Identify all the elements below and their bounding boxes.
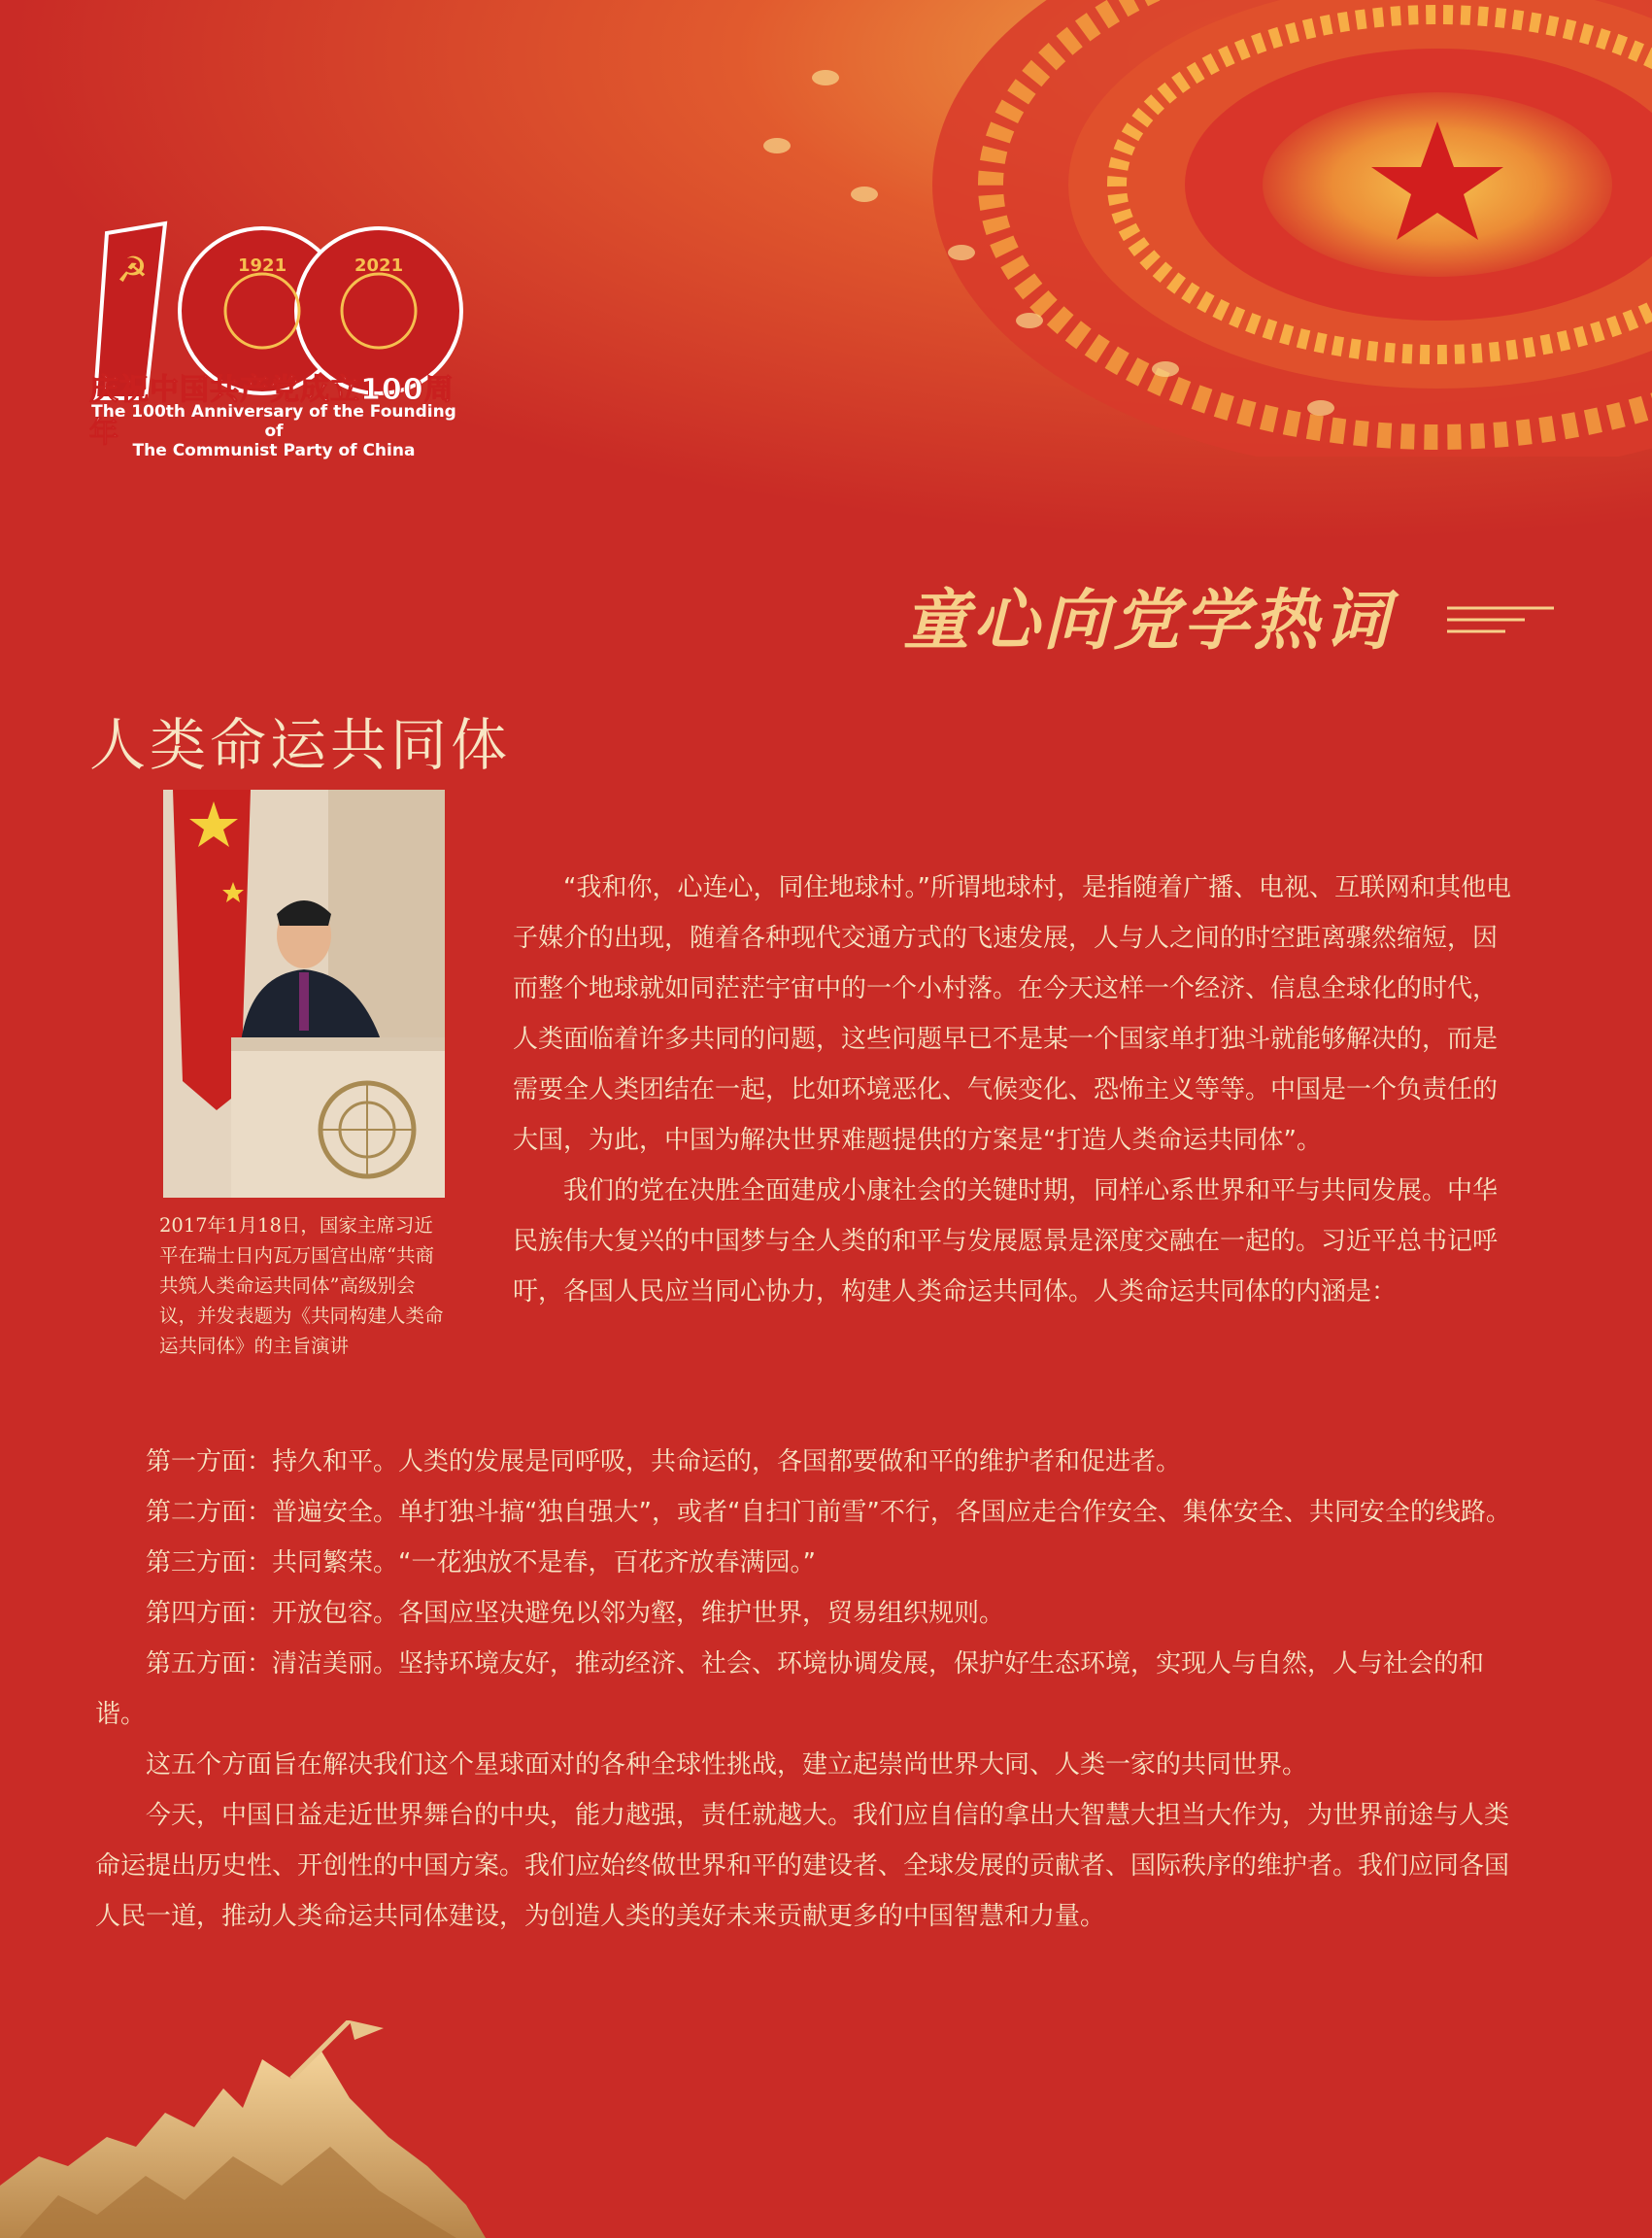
page-title: 童心向党学热词 [903,582,1394,660]
aspect-item: 第二方面：普遍安全。单打独斗搞“独自强大”，或者“自扫门前雪”不行，各国应走合作安全、集体安全、共同安全的线路。 [146,1498,1511,1527]
paragraph: 我们的党在决胜全面建成小康社会的关键时期，同样心系世界和平与共同发展。中华民族伟大复兴的中国梦与全人类的和平与发展愿景是深度交融在一起的。习近平总书记呼吁，各国人民应当同心协力，构建人类命运共同体。人类命运共同体的内涵是： [513,1176,1499,1306]
section-title: 人类命运共同体 [89,712,512,778]
national-emblem-decoration [738,0,1652,457]
logo-title-en-line1: The 100th Anniversary of the Founding of [91,402,456,441]
aspect-item: 第三方面：共同繁荣。“一花独放不是春，百花齐放春满园。” [146,1548,816,1577]
aspect-item: 第四方面：开放包容。各国应坚决避免以邻为壑，维护世界，贸易组织规则。 [146,1599,1005,1628]
title-decoration-lines [1447,602,1554,641]
paragraph: 今天，中国日益走近世界舞台的中央，能力越强，责任就越大。我们应自信的拿出大智慧大担当大作为，为世界前途与人类命运提出历史性、开创性的中国方案。我们应始终做世界和平的建设者、全球发展的贡献者、国际秩序的维护者。我们应同各国人民一道，推动人类命运共同体建设，为创造人类的美好未来贡献更多的中国智慧和力量。 [95,1801,1510,1931]
logo-year-end: 2021 [354,255,404,276]
logo-title-cn: 庆祝中国共产党成立100周年 [89,373,455,450]
paragraph: “我和你，心连心，同住地球村。”所谓地球村，是指随着广播、电视、互联网和其他电子媒介的出现，随着各种现代交通方式的飞速发展，人与人之间的时空距离骤然缩短，因而整个地球就如同茫茫宇宙中的一个小村落。在今天这样一个经济、信息全球化的时代，人类面临着许多共同的问题，这些问题早已不是某一个国家单打独斗就能够解决的，而是需要全人类团结在一起，比如环境恶化、气候变化、恐怖主义等等。中国是一个负责任的大国，为此，中国为解决世界难题提供的方案是“打造人类命运共同体”。 [513,873,1511,1155]
logo-year-start: 1921 [238,255,287,276]
aspect-item: 第一方面：持久和平。人类的发展是同呼吸，共命运的，各国都要做和平的维护者和促进者。 [146,1447,1182,1476]
article-body [95,1437,1515,1942]
hammer-sickle-icon: ☭ [117,251,149,290]
photo-caption: 2017年1月18日，国家主席习近平在瑞士日内瓦万国宫出席“共商共筑人类命运共同体”高级别会议，并发表题为《共同构建人类命运共同体》的主旨演讲 [159,1214,444,1357]
speech-photo [163,790,445,1198]
logo-title-en-line2: The Communist Party of China [132,441,416,460]
paragraph: 这五个方面旨在解决我们这个星球面对的各种全球性挑战，建立起崇尚世界大同、人类一家的共同世界。 [146,1750,1308,1780]
revolutionary-monument-sculpture [0,2020,486,2238]
article-intro [513,863,1513,1317]
aspect-item: 第五方面：清洁美丽。坚持环境友好，推动经济、社会、环境协调发展，保护好生态环境，实现人与自然，人与社会的和谐。 [95,1649,1485,1729]
logo-title-en [89,402,458,460]
